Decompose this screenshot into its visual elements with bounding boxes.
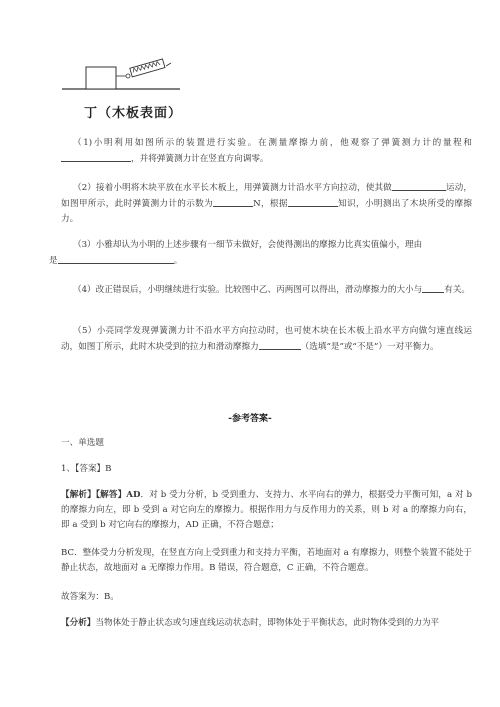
q2-text-d: 知识，小明测出了木块所受的摩擦力。 xyxy=(61,199,472,225)
answer-conclusion: 故答案为：B。 xyxy=(61,592,119,602)
q2-blank-1[interactable] xyxy=(392,180,446,191)
experiment-figure xyxy=(60,52,200,104)
q4-text-b: 有关。 xyxy=(444,285,471,295)
analysis-paragraph-1 xyxy=(61,488,472,533)
q3-text-b: 是 xyxy=(49,256,58,267)
q3-text-c: 。 xyxy=(173,256,183,267)
q4-text-a: （4）改正错误后，小明继续进行实验。比较图中乙、丙两图可以得出，滑动摩擦力的大小与 xyxy=(73,285,423,295)
q2-text-a: （2）接着小明将木块平放在水平长木板上，用弹簧测力计沿水平方向拉动，使其做 xyxy=(73,183,392,193)
q1-text-a: （1)小明利用如图所示的装置进行实验。在测量摩擦力前，他观察了弹簧测力计的量程和 xyxy=(73,138,472,148)
q5-text-b: （选填“是”或“不是”）一对平衡力。 xyxy=(300,342,439,353)
answers-section-heading: 一、单选题 xyxy=(61,438,104,448)
note-paragraph xyxy=(61,616,472,631)
q2-text-c: N，根据 xyxy=(253,199,288,210)
figure-caption: 丁（木板表面） xyxy=(84,106,183,121)
board-block-spring-diagram xyxy=(60,52,200,104)
q3-blank[interactable] xyxy=(58,253,174,264)
q4-blank[interactable] xyxy=(422,282,444,293)
q1-text-b: ，并将弹簧测力计在竖直方向调零。 xyxy=(131,154,269,165)
q5-blank[interactable] xyxy=(259,339,301,350)
note-tag: 【分析】 xyxy=(61,618,96,628)
answer-item-1: 1、【答案】B xyxy=(61,464,112,474)
note-text: 当物体处于静止状态或匀速直线运动状态时，即物体处于平衡状态，此时物体受到的力为平 xyxy=(95,618,440,628)
question-4 xyxy=(61,282,472,298)
analysis-text-1: ．对 b 受力分析，b 受到重力、支持力、水平向右的弹力，根据受力平衡可知，a 对 b 的摩擦力向左，即 b 受到 a 对它向左的摩擦力。根据作用力与反作用力的关系，则 b 对 a 的摩擦力向右，即 a 受到 b 对它向右的摩擦力，AD 正确，不符合题意； xyxy=(61,490,472,531)
q1-blank[interactable] xyxy=(61,151,131,162)
q5-text-a: （5）小亮同学发现弹簧测力计不沿水平方向拉动时，也可使木块在长木板上沿水平方向做匀速直线运动，如图丁所示，此时木块受到的拉力和滑动摩擦力 xyxy=(61,326,472,353)
analysis-paragraph-2: BC．整体受力分析发现，在竖直方向上受到重力和支持力平衡，若地面对 a 有摩擦力，则整个装置不能处于静止状态，故地面对 a 无摩擦力作用。B 错误，符合题意，C 正确，不符合题意。 xyxy=(61,548,472,574)
answers-title: -参考答案- xyxy=(228,414,272,424)
q3-text-a: （3）小雅却认为小明的上述步骤有一细节未做好，会使得测出的摩擦力比真实值偏小，理由 xyxy=(73,240,423,250)
question-3 xyxy=(49,238,472,269)
question-1 xyxy=(61,136,472,167)
analysis-tag: 【解析】【解答】AD xyxy=(61,490,141,500)
question-2 xyxy=(61,180,472,227)
q2-blank-2[interactable] xyxy=(213,196,253,207)
q2-text-b: 运动，如图甲所示，此时弹簧测力计的示数为 xyxy=(61,183,472,210)
q2-blank-3[interactable] xyxy=(288,196,338,207)
question-5 xyxy=(61,324,472,355)
